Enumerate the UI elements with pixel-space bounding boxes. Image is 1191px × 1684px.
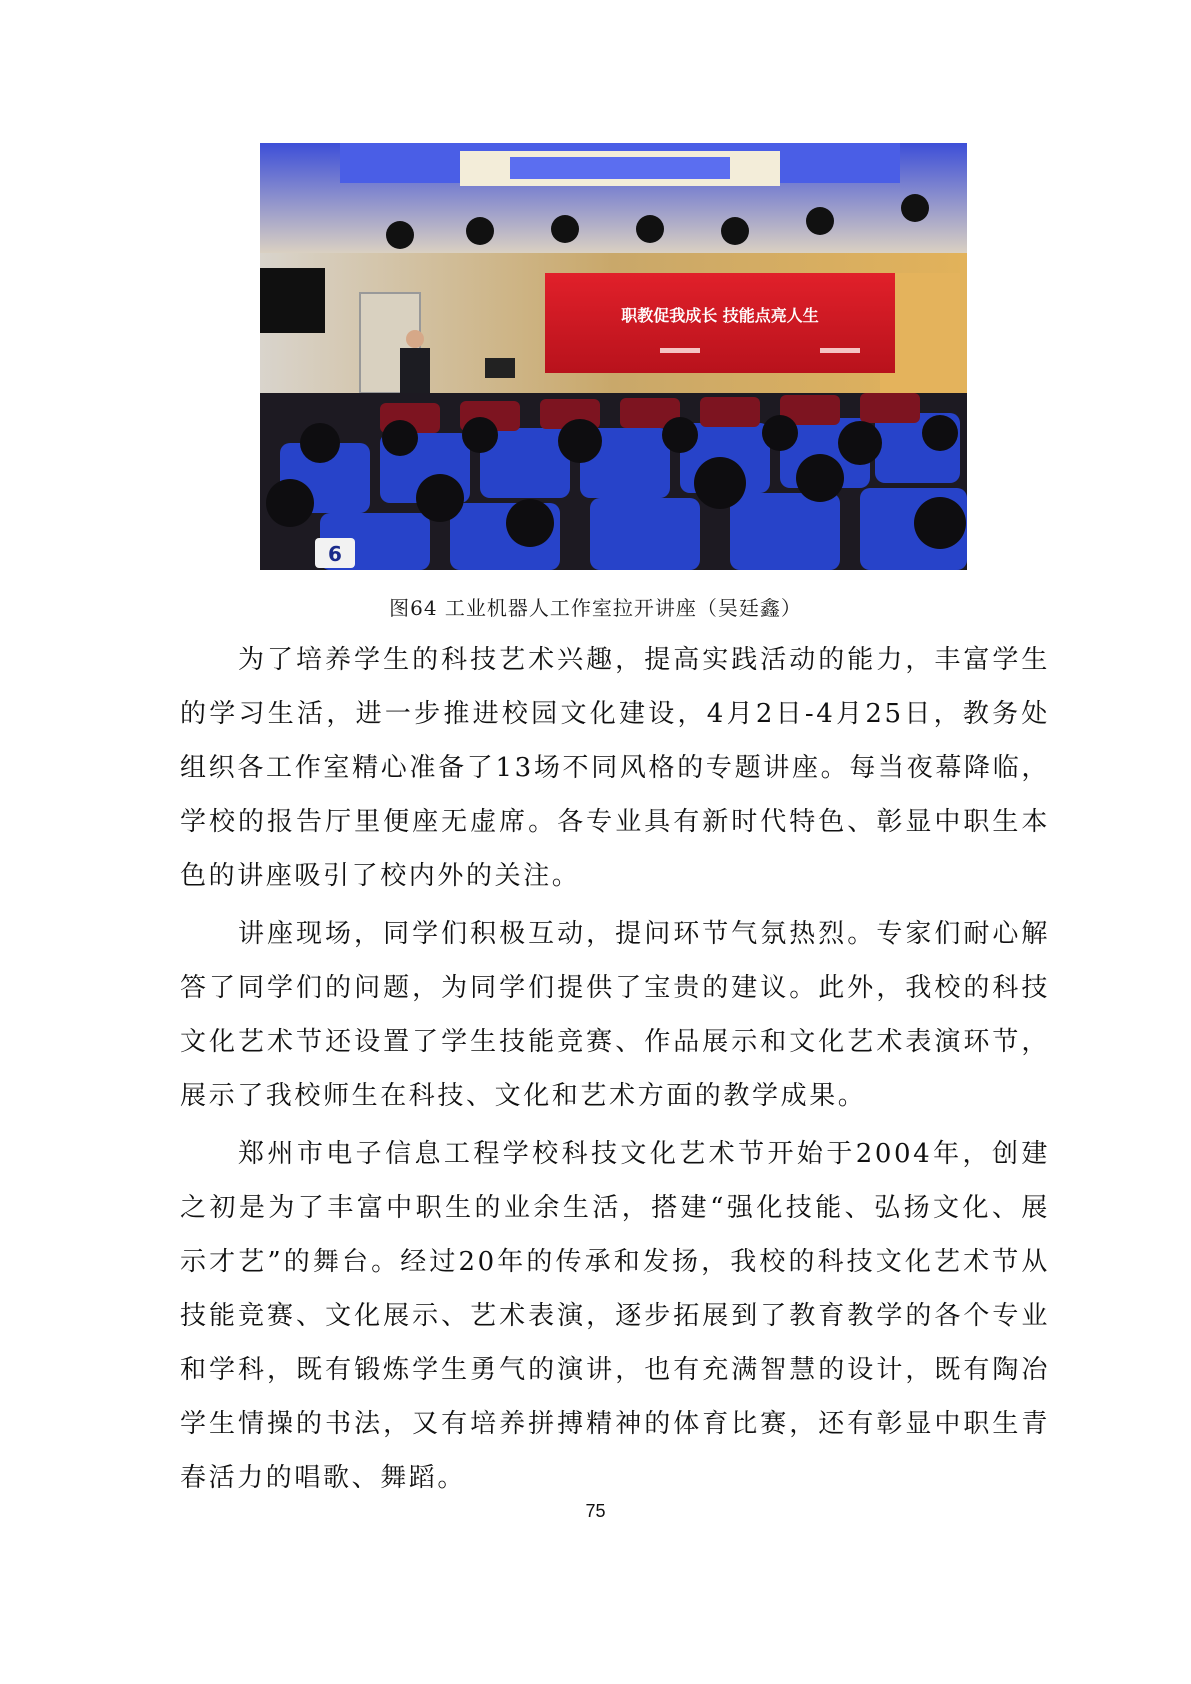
- paragraph-2: 讲座现场，同学们积极互动，提问环节气氛热烈。专家们耐心解答了同学们的问题，为同学们提供了宝贵的建议。此外，我校的科技文化艺术节还设置了学生技能竞赛、作品展示和文化艺术表演环节，展示了我校师生在科技、文化和艺术方面的教学成果。: [180, 919, 1050, 1111]
- slide-title-text: 职教促我成长 技能点亮人生: [621, 306, 819, 325]
- paragraph-3: 郑州市电子信息工程学校科技文化艺术节开始于2004年，创建之初是为了丰富中职生的业余生活，搭建“强化技能、弘扬文化、展示才艺”的舞台。经过20年的传承和发扬，我校的科技文化艺术节从技能竞赛、文化展示、艺术表演，逐步拓展到了教育教学的各个专业和学科，既有锻炼学生勇气的演讲，也有充满智慧的设计，既有陶冶学生情操的书法，又有培养拼搏精神的体育比赛，还有彰显中职生青春活力的唱歌、舞蹈。: [180, 1139, 1050, 1493]
- body-text: [180, 633, 1050, 1509]
- seat-number-text: 6: [328, 542, 342, 566]
- figure-caption: 图64 工业机器人工作室拉开讲座（吴廷鑫）: [389, 596, 802, 620]
- lecture-hall-illustration: [260, 143, 967, 570]
- page-number: 75: [585, 1501, 606, 1521]
- paragraph-1: 为了培养学生的科技艺术兴趣，提高实践活动的能力，丰富学生的学习生活，进一步推进校园文化建设，4月2日-4月25日，教务处组织各工作室精心准备了13场不同风格的专题讲座。每当夜幕降临，学校的报告厅里便座无虚席。各专业具有新时代特色、彰显中职生本色的讲座吸引了校内外的关注。: [180, 645, 1050, 891]
- lecture-photo: [260, 143, 967, 570]
